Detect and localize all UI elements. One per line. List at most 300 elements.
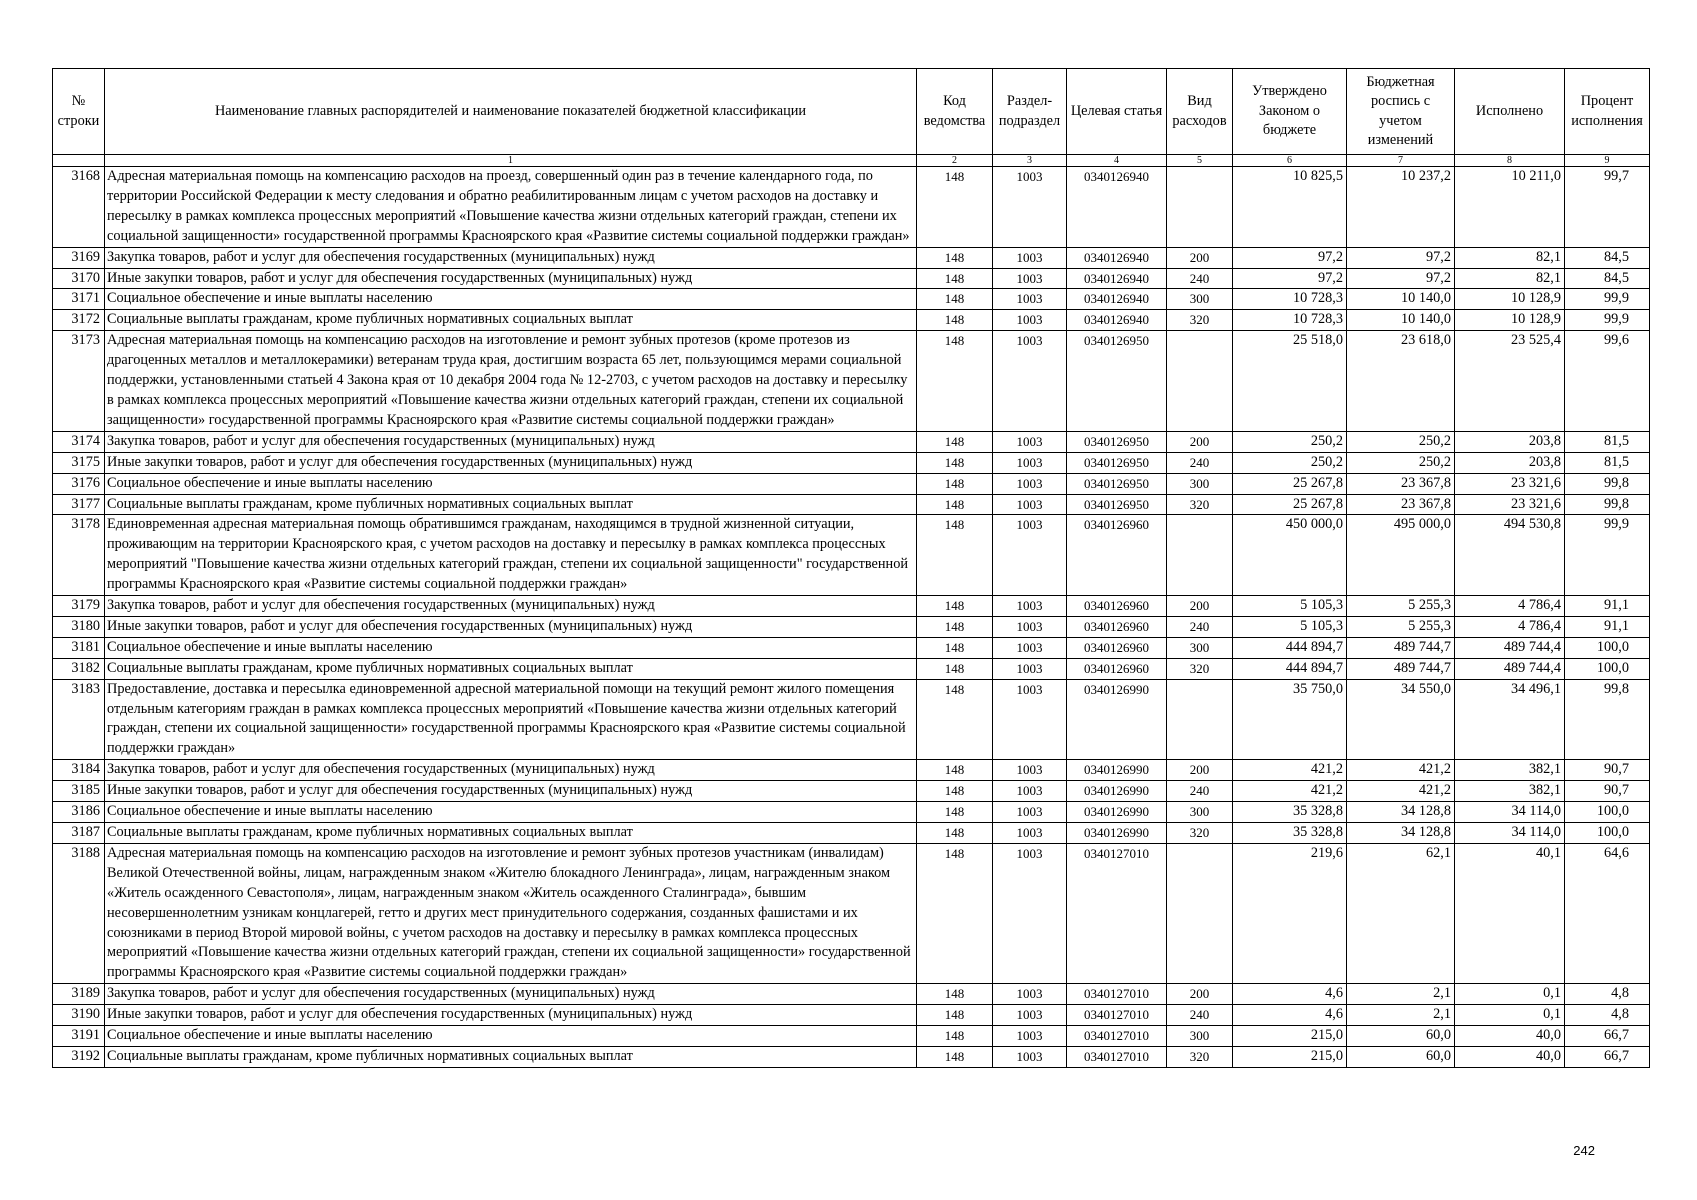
budget-schedule-value-cell: 250,2 (1347, 431, 1455, 452)
execution-percent-cell: 84,5 (1565, 247, 1650, 268)
section-cell: 1003 (993, 331, 1067, 432)
row-name-cell: Иные закупки товаров, работ и услуг для обеспечения государственных (муниципальных) нужд (105, 1005, 917, 1026)
execution-percent-cell: 100,0 (1565, 658, 1650, 679)
execution-percent-cell: 66,7 (1565, 1026, 1650, 1047)
execution-percent-cell: 90,7 (1565, 781, 1650, 802)
expense-type-cell: 200 (1167, 760, 1233, 781)
target-article-cell: 0340126940 (1067, 268, 1167, 289)
department-code-cell: 148 (917, 331, 993, 432)
row-name-cell: Социальное обеспечение и иные выплаты населению (105, 289, 917, 310)
execution-percent-cell: 81,5 (1565, 431, 1650, 452)
row-number-cell: 3168 (53, 167, 105, 248)
target-article-cell: 0340126990 (1067, 802, 1167, 823)
row-name-cell: Адресная материальная помощь на компенсацию расходов на изготовление и ремонт зубных протезов участникам (инвалидам) Великой Отечественной войны, лицам, награжденным знаком «Жителю блокадного Ленинграда», лицам, награжденным знаком «Житель осажденного Севастополя», лицам, награжденным знаком «Житель осажденного Сталинграда», бывшим несовершеннолетним узникам концлагерей, гетто и других мест принудительного содержания, созданных фашистами и их союзниками в период Второй мировой войны, с учетом расходов на доставку и пересылку в рамках комплекса процессных мероприятий «Повышение качества жизни отдельных категорий граждан, степени их социальной защищенности» государственной программы Красноярского края «Развитие системы социальной поддержки граждан» (105, 843, 917, 983)
column-number-cell: 5 (1167, 155, 1233, 167)
department-code-cell: 148 (917, 268, 993, 289)
section-cell: 1003 (993, 515, 1067, 596)
execution-percent-cell: 91,1 (1565, 596, 1650, 617)
section-cell: 1003 (993, 247, 1067, 268)
expense-type-cell: 240 (1167, 452, 1233, 473)
header-cell-department-code: Код ведомства (917, 69, 993, 155)
column-number-cell: 2 (917, 155, 993, 167)
approved-value-cell: 35 328,8 (1233, 802, 1347, 823)
executed-value-cell: 489 744,4 (1455, 637, 1565, 658)
row-name-cell: Социальные выплаты гражданам, кроме публичных нормативных социальных выплат (105, 494, 917, 515)
approved-value-cell: 5 105,3 (1233, 616, 1347, 637)
expense-type-cell: 320 (1167, 1046, 1233, 1067)
target-article-cell: 0340126950 (1067, 331, 1167, 432)
row-name-cell: Социальное обеспечение и иные выплаты населению (105, 802, 917, 823)
budget-schedule-value-cell: 489 744,7 (1347, 637, 1455, 658)
expense-type-cell (1167, 679, 1233, 760)
section-cell: 1003 (993, 1026, 1067, 1047)
table-row (53, 679, 1650, 760)
budget-schedule-value-cell: 23 367,8 (1347, 473, 1455, 494)
expense-type-cell (1167, 843, 1233, 983)
target-article-cell: 0340126990 (1067, 679, 1167, 760)
row-name-cell: Закупка товаров, работ и услуг для обеспечения государственных (муниципальных) нужд (105, 760, 917, 781)
target-article-cell: 0340126960 (1067, 637, 1167, 658)
section-cell: 1003 (993, 596, 1067, 617)
row-name-cell: Иные закупки товаров, работ и услуг для обеспечения государственных (муниципальных) нужд (105, 616, 917, 637)
table-row (53, 984, 1650, 1005)
table-row (53, 760, 1650, 781)
department-code-cell: 148 (917, 658, 993, 679)
target-article-cell: 0340126940 (1067, 247, 1167, 268)
department-code-cell: 148 (917, 596, 993, 617)
row-name-cell: Предоставление, доставка и пересылка единовременной адресной материальной помощи на текущий ремонт жилого помещения отдельным категориям граждан в рамках комплекса процессных мероприятий «Повышение качества жизни отдельных категорий граждан, степени их социальной защищенности» государственной программы Красноярского края «Развитие системы социальной поддержки граждан» (105, 679, 917, 760)
row-number-cell: 3183 (53, 679, 105, 760)
section-cell: 1003 (993, 984, 1067, 1005)
execution-percent-cell: 100,0 (1565, 823, 1650, 844)
column-number-cell: 6 (1233, 155, 1347, 167)
expense-type-cell: 240 (1167, 616, 1233, 637)
column-number-cell: 1 (105, 155, 917, 167)
expense-type-cell: 300 (1167, 289, 1233, 310)
target-article-cell: 0340126940 (1067, 289, 1167, 310)
execution-percent-cell: 66,7 (1565, 1046, 1650, 1067)
approved-value-cell: 5 105,3 (1233, 596, 1347, 617)
approved-value-cell: 421,2 (1233, 781, 1347, 802)
approved-value-cell: 250,2 (1233, 452, 1347, 473)
target-article-cell: 0340127010 (1067, 1026, 1167, 1047)
section-cell: 1003 (993, 679, 1067, 760)
executed-value-cell: 203,8 (1455, 452, 1565, 473)
table-row (53, 1005, 1650, 1026)
approved-value-cell: 4,6 (1233, 984, 1347, 1005)
row-number-cell: 3181 (53, 637, 105, 658)
row-number-cell: 3187 (53, 823, 105, 844)
target-article-cell: 0340127010 (1067, 843, 1167, 983)
row-name-cell: Закупка товаров, работ и услуг для обеспечения государственных (муниципальных) нужд (105, 431, 917, 452)
row-name-cell: Адресная материальная помощь на компенсацию расходов на изготовление и ремонт зубных протезов (кроме протезов из драгоценных металлов и металлокерамики) ветеранам труда края, достигшим возраста 65 лет, пользующимся мерами социальной поддержки, установленными статьей 4 Закона края от 10 декабря 2004 года № 12-2703, с учетом расходов на доставку и пересылку в рамках комплекса процессных мероприятий «Повышение качества жизни отдельных категорий граждан, степени их социальной защищенности» государственной программы Красноярского края «Развитие системы социальной поддержки граждан» (105, 331, 917, 432)
expense-type-cell: 240 (1167, 1005, 1233, 1026)
executed-value-cell: 0,1 (1455, 1005, 1565, 1026)
column-number-cell: 7 (1347, 155, 1455, 167)
budget-schedule-value-cell: 495 000,0 (1347, 515, 1455, 596)
executed-value-cell: 23 321,6 (1455, 494, 1565, 515)
approved-value-cell: 10 728,3 (1233, 310, 1347, 331)
budget-schedule-value-cell: 5 255,3 (1347, 596, 1455, 617)
target-article-cell: 0340127010 (1067, 1046, 1167, 1067)
department-code-cell: 148 (917, 431, 993, 452)
expense-type-cell: 240 (1167, 268, 1233, 289)
budget-schedule-value-cell: 2,1 (1347, 984, 1455, 1005)
table-row (53, 1046, 1650, 1067)
department-code-cell: 148 (917, 781, 993, 802)
section-cell: 1003 (993, 1046, 1067, 1067)
approved-value-cell: 250,2 (1233, 431, 1347, 452)
executed-value-cell: 494 530,8 (1455, 515, 1565, 596)
header-cell-section: Раздел-подраздел (993, 69, 1067, 155)
row-number-cell: 3177 (53, 494, 105, 515)
row-name-cell: Адресная материальная помощь на компенсацию расходов на проезд, совершенный один раз в течение календарного года, по территории Российской Федерации к месту следования и обратно реабилитированным лицам с учетом расходов на доставку и пересылку в рамках комплекса процессных мероприятий «Повышение качества жизни отдельных категорий граждан, степени их социальной защищенности» государственной программы Красноярского края «Развитие системы социальной поддержки граждан» (105, 167, 917, 248)
column-number-cell: 3 (993, 155, 1067, 167)
approved-value-cell: 25 267,8 (1233, 473, 1347, 494)
section-cell: 1003 (993, 823, 1067, 844)
execution-percent-cell: 100,0 (1565, 637, 1650, 658)
section-cell: 1003 (993, 431, 1067, 452)
execution-percent-cell: 64,6 (1565, 843, 1650, 983)
table-row (53, 452, 1650, 473)
column-number-cell: 4 (1067, 155, 1167, 167)
execution-percent-cell: 99,9 (1565, 515, 1650, 596)
table-row (53, 331, 1650, 432)
budget-schedule-value-cell: 34 128,8 (1347, 802, 1455, 823)
section-cell: 1003 (993, 802, 1067, 823)
execution-percent-cell: 99,7 (1565, 167, 1650, 248)
row-number-cell: 3188 (53, 843, 105, 983)
budget-schedule-value-cell: 250,2 (1347, 452, 1455, 473)
row-number-cell: 3192 (53, 1046, 105, 1067)
department-code-cell: 148 (917, 679, 993, 760)
executed-value-cell: 4 786,4 (1455, 596, 1565, 617)
department-code-cell: 148 (917, 452, 993, 473)
approved-value-cell: 219,6 (1233, 843, 1347, 983)
section-cell: 1003 (993, 310, 1067, 331)
header-cell-row-number: № строки (53, 69, 105, 155)
executed-value-cell: 40,0 (1455, 1026, 1565, 1047)
target-article-cell: 0340126950 (1067, 452, 1167, 473)
budget-schedule-value-cell: 97,2 (1347, 247, 1455, 268)
budget-schedule-value-cell: 23 618,0 (1347, 331, 1455, 432)
table-row (53, 658, 1650, 679)
executed-value-cell: 10 211,0 (1455, 167, 1565, 248)
row-name-cell: Социальное обеспечение и иные выплаты населению (105, 637, 917, 658)
section-cell: 1003 (993, 167, 1067, 248)
table-row (53, 802, 1650, 823)
expense-type-cell: 300 (1167, 802, 1233, 823)
expense-type-cell: 200 (1167, 596, 1233, 617)
executed-value-cell: 34 114,0 (1455, 802, 1565, 823)
approved-value-cell: 35 328,8 (1233, 823, 1347, 844)
row-name-cell: Иные закупки товаров, работ и услуг для обеспечения государственных (муниципальных) нужд (105, 781, 917, 802)
target-article-cell: 0340127010 (1067, 984, 1167, 1005)
row-number-cell: 3175 (53, 452, 105, 473)
expense-type-cell: 320 (1167, 658, 1233, 679)
expense-type-cell: 200 (1167, 247, 1233, 268)
executed-value-cell: 0,1 (1455, 984, 1565, 1005)
row-number-cell: 3176 (53, 473, 105, 494)
approved-value-cell: 97,2 (1233, 268, 1347, 289)
row-number-cell: 3185 (53, 781, 105, 802)
department-code-cell: 148 (917, 616, 993, 637)
execution-percent-cell: 99,6 (1565, 331, 1650, 432)
table-row (53, 823, 1650, 844)
department-code-cell: 148 (917, 167, 993, 248)
executed-value-cell: 82,1 (1455, 247, 1565, 268)
budget-schedule-value-cell: 97,2 (1347, 268, 1455, 289)
header-cell-budget-schedule: Бюджетная роспись с учетом изменений (1347, 69, 1455, 155)
target-article-cell: 0340126940 (1067, 310, 1167, 331)
department-code-cell: 148 (917, 473, 993, 494)
row-number-cell: 3184 (53, 760, 105, 781)
budget-schedule-value-cell: 62,1 (1347, 843, 1455, 983)
row-number-cell: 3174 (53, 431, 105, 452)
executed-value-cell: 34 114,0 (1455, 823, 1565, 844)
department-code-cell: 148 (917, 823, 993, 844)
target-article-cell: 0340126990 (1067, 781, 1167, 802)
row-name-cell: Единовременная адресная материальная помощь обратившимся гражданам, находящимся в трудной жизненной ситуации, проживающим на территории Красноярского края, с учетом расходов на доставку и пересылку в рамках комплекса процессных мероприятий "Повышение качества жизни отдельных категорий граждан, степени их социальной защищенности" государственной программы Красноярского края «Развитие системы социальной поддержки граждан» (105, 515, 917, 596)
budget-schedule-value-cell: 10 140,0 (1347, 289, 1455, 310)
execution-percent-cell: 91,1 (1565, 616, 1650, 637)
table-row (53, 289, 1650, 310)
expense-type-cell: 200 (1167, 431, 1233, 452)
approved-value-cell: 25 267,8 (1233, 494, 1347, 515)
row-number-cell: 3173 (53, 331, 105, 432)
department-code-cell: 148 (917, 637, 993, 658)
execution-percent-cell: 84,5 (1565, 268, 1650, 289)
approved-value-cell: 444 894,7 (1233, 658, 1347, 679)
table-body (53, 167, 1650, 1068)
department-code-cell: 148 (917, 843, 993, 983)
approved-value-cell: 450 000,0 (1233, 515, 1347, 596)
budget-schedule-value-cell: 10 140,0 (1347, 310, 1455, 331)
row-number-cell: 3182 (53, 658, 105, 679)
header-row (53, 69, 1650, 155)
department-code-cell: 148 (917, 984, 993, 1005)
table-row (53, 310, 1650, 331)
executed-value-cell: 382,1 (1455, 781, 1565, 802)
budget-schedule-value-cell: 5 255,3 (1347, 616, 1455, 637)
row-number-cell: 3189 (53, 984, 105, 1005)
header-cell-approved: Утверждено Законом о бюджете (1233, 69, 1347, 155)
executed-value-cell: 40,0 (1455, 1046, 1565, 1067)
target-article-cell: 0340126950 (1067, 494, 1167, 515)
department-code-cell: 148 (917, 802, 993, 823)
section-cell: 1003 (993, 268, 1067, 289)
row-name-cell: Социальное обеспечение и иные выплаты населению (105, 473, 917, 494)
execution-percent-cell: 99,8 (1565, 473, 1650, 494)
expense-type-cell (1167, 331, 1233, 432)
budget-schedule-value-cell: 23 367,8 (1347, 494, 1455, 515)
expense-type-cell: 320 (1167, 494, 1233, 515)
target-article-cell: 0340126940 (1067, 167, 1167, 248)
row-name-cell: Социальные выплаты гражданам, кроме публичных нормативных социальных выплат (105, 310, 917, 331)
column-number-cell (53, 155, 105, 167)
approved-value-cell: 215,0 (1233, 1046, 1347, 1067)
table-row (53, 494, 1650, 515)
column-number-cell: 8 (1455, 155, 1565, 167)
section-cell: 1003 (993, 1005, 1067, 1026)
execution-percent-cell: 90,7 (1565, 760, 1650, 781)
section-cell: 1003 (993, 473, 1067, 494)
budget-schedule-value-cell: 489 744,7 (1347, 658, 1455, 679)
section-cell: 1003 (993, 616, 1067, 637)
expense-type-cell: 200 (1167, 984, 1233, 1005)
table-row (53, 1026, 1650, 1047)
row-number-cell: 3179 (53, 596, 105, 617)
row-number-cell: 3171 (53, 289, 105, 310)
row-number-cell: 3180 (53, 616, 105, 637)
department-code-cell: 148 (917, 494, 993, 515)
table-row (53, 431, 1650, 452)
table-row (53, 167, 1650, 248)
row-name-cell: Социальные выплаты гражданам, кроме публичных нормативных социальных выплат (105, 823, 917, 844)
target-article-cell: 0340126960 (1067, 515, 1167, 596)
target-article-cell: 0340126990 (1067, 760, 1167, 781)
execution-percent-cell: 81,5 (1565, 452, 1650, 473)
row-name-cell: Иные закупки товаров, работ и услуг для обеспечения государственных (муниципальных) нужд (105, 268, 917, 289)
column-number-row (53, 155, 1650, 167)
row-number-cell: 3178 (53, 515, 105, 596)
department-code-cell: 148 (917, 515, 993, 596)
header-cell-executed: Исполнено (1455, 69, 1565, 155)
budget-schedule-value-cell: 2,1 (1347, 1005, 1455, 1026)
budget-schedule-value-cell: 421,2 (1347, 760, 1455, 781)
approved-value-cell: 444 894,7 (1233, 637, 1347, 658)
executed-value-cell: 10 128,9 (1455, 289, 1565, 310)
header-cell-execution-percent: Процент исполнения (1565, 69, 1650, 155)
table-row (53, 781, 1650, 802)
department-code-cell: 148 (917, 760, 993, 781)
table-row (53, 637, 1650, 658)
table-row (53, 473, 1650, 494)
table-row (53, 843, 1650, 983)
department-code-cell: 148 (917, 310, 993, 331)
executed-value-cell: 489 744,4 (1455, 658, 1565, 679)
budget-schedule-value-cell: 60,0 (1347, 1026, 1455, 1047)
execution-percent-cell: 99,8 (1565, 494, 1650, 515)
table-row (53, 247, 1650, 268)
section-cell: 1003 (993, 843, 1067, 983)
row-number-cell: 3190 (53, 1005, 105, 1026)
table-row (53, 515, 1650, 596)
row-name-cell: Социальные выплаты гражданам, кроме публичных нормативных социальных выплат (105, 658, 917, 679)
target-article-cell: 0340126950 (1067, 473, 1167, 494)
department-code-cell: 148 (917, 1046, 993, 1067)
row-name-cell: Иные закупки товаров, работ и услуг для обеспечения государственных (муниципальных) нужд (105, 452, 917, 473)
execution-percent-cell: 99,9 (1565, 289, 1650, 310)
row-number-cell: 3170 (53, 268, 105, 289)
budget-schedule-value-cell: 34 550,0 (1347, 679, 1455, 760)
budget-schedule-value-cell: 60,0 (1347, 1046, 1455, 1067)
expense-type-cell: 300 (1167, 1026, 1233, 1047)
column-number-cell: 9 (1565, 155, 1650, 167)
table-row (53, 596, 1650, 617)
approved-value-cell: 10 825,5 (1233, 167, 1347, 248)
approved-value-cell: 35 750,0 (1233, 679, 1347, 760)
approved-value-cell: 10 728,3 (1233, 289, 1347, 310)
expense-type-cell: 320 (1167, 310, 1233, 331)
approved-value-cell: 215,0 (1233, 1026, 1347, 1047)
budget-schedule-value-cell: 10 237,2 (1347, 167, 1455, 248)
expense-type-cell (1167, 167, 1233, 248)
department-code-cell: 148 (917, 289, 993, 310)
header-cell-target-article: Целевая статья (1067, 69, 1167, 155)
executed-value-cell: 34 496,1 (1455, 679, 1565, 760)
section-cell: 1003 (993, 637, 1067, 658)
budget-schedule-value-cell: 34 128,8 (1347, 823, 1455, 844)
approved-value-cell: 421,2 (1233, 760, 1347, 781)
section-cell: 1003 (993, 658, 1067, 679)
department-code-cell: 148 (917, 247, 993, 268)
target-article-cell: 0340126950 (1067, 431, 1167, 452)
target-article-cell: 0340126990 (1067, 823, 1167, 844)
executed-value-cell: 23 525,4 (1455, 331, 1565, 432)
execution-percent-cell: 100,0 (1565, 802, 1650, 823)
execution-percent-cell: 99,9 (1565, 310, 1650, 331)
execution-percent-cell: 99,8 (1565, 679, 1650, 760)
row-name-cell: Социальное обеспечение и иные выплаты населению (105, 1026, 917, 1047)
executed-value-cell: 203,8 (1455, 431, 1565, 452)
expense-type-cell: 300 (1167, 637, 1233, 658)
target-article-cell: 0340126960 (1067, 616, 1167, 637)
section-cell: 1003 (993, 452, 1067, 473)
approved-value-cell: 97,2 (1233, 247, 1347, 268)
section-cell: 1003 (993, 781, 1067, 802)
execution-percent-cell: 4,8 (1565, 1005, 1650, 1026)
approved-value-cell: 25 518,0 (1233, 331, 1347, 432)
row-name-cell: Закупка товаров, работ и услуг для обеспечения государственных (муниципальных) нужд (105, 247, 917, 268)
table-row (53, 616, 1650, 637)
expense-type-cell (1167, 515, 1233, 596)
row-number-cell: 3172 (53, 310, 105, 331)
row-number-cell: 3169 (53, 247, 105, 268)
header-cell-name: Наименование главных распорядителей и наименование показателей бюджетной классификации (105, 69, 917, 155)
budget-execution-table (52, 68, 1650, 1068)
expense-type-cell: 240 (1167, 781, 1233, 802)
table-row (53, 268, 1650, 289)
row-name-cell: Социальные выплаты гражданам, кроме публичных нормативных социальных выплат (105, 1046, 917, 1067)
target-article-cell: 0340126960 (1067, 596, 1167, 617)
row-number-cell: 3186 (53, 802, 105, 823)
executed-value-cell: 23 321,6 (1455, 473, 1565, 494)
header-cell-expense-type: Вид расходов (1167, 69, 1233, 155)
section-cell: 1003 (993, 494, 1067, 515)
executed-value-cell: 4 786,4 (1455, 616, 1565, 637)
expense-type-cell: 300 (1167, 473, 1233, 494)
row-name-cell: Закупка товаров, работ и услуг для обеспечения государственных (муниципальных) нужд (105, 596, 917, 617)
row-number-cell: 3191 (53, 1026, 105, 1047)
department-code-cell: 148 (917, 1026, 993, 1047)
target-article-cell: 0340127010 (1067, 1005, 1167, 1026)
executed-value-cell: 10 128,9 (1455, 310, 1565, 331)
executed-value-cell: 40,1 (1455, 843, 1565, 983)
approved-value-cell: 4,6 (1233, 1005, 1347, 1026)
executed-value-cell: 382,1 (1455, 760, 1565, 781)
department-code-cell: 148 (917, 1005, 993, 1026)
row-name-cell: Закупка товаров, работ и услуг для обеспечения государственных (муниципальных) нужд (105, 984, 917, 1005)
budget-schedule-value-cell: 421,2 (1347, 781, 1455, 802)
target-article-cell: 0340126960 (1067, 658, 1167, 679)
expense-type-cell: 320 (1167, 823, 1233, 844)
executed-value-cell: 82,1 (1455, 268, 1565, 289)
page-number: 242 (1573, 1143, 1595, 1158)
execution-percent-cell: 4,8 (1565, 984, 1650, 1005)
section-cell: 1003 (993, 760, 1067, 781)
section-cell: 1003 (993, 289, 1067, 310)
